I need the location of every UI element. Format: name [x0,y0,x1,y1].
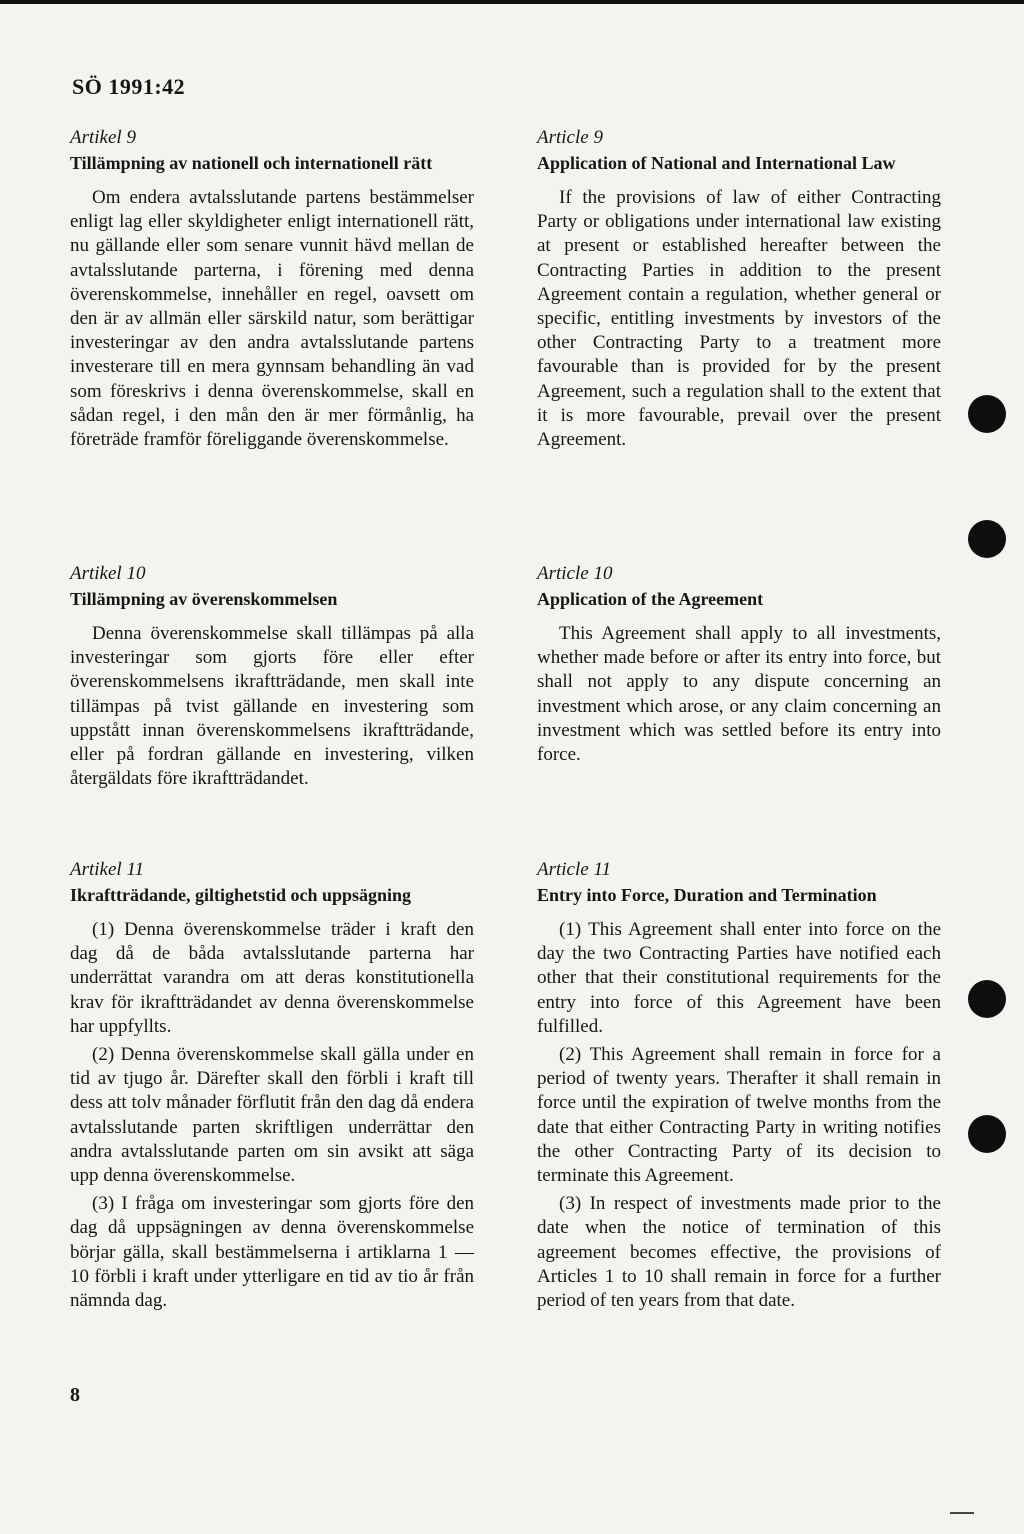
article-label: Article 10 [537,563,613,584]
punch-hole [968,520,1006,558]
article-paragraph: If the provisions of law of either Contracting Party or obligations under international law existing at present or established hereafter between the Contracting Parties in addition to the present Agreement contain a regulation, whether general or specific, entitling investments by investors of the other Contracting Party to a treatment more favourable than is provided for by the present Agreement, such a regulation shall to the extent that it is more favourable, prevail over the present Agreement. [537,187,941,451]
article-label: Article 11 [537,859,612,880]
article-label: Article 9 [537,127,603,148]
article-title: Application of National and International Law [537,153,896,173]
article-paragraph: Denna överenskommelse skall tillämpas på alla investeringar som gjorts före eller efter överenskommelsens ikraftträdande, men skall inte tillämpas på tvist gällande en investering som uppstått innan överenskommelsens ikraftträdande, eller på fordran gällande en investering, vilken återgäldats före ikraftträdandet. [70,623,474,790]
article-paragraph: (1) Denna överenskommelse träder i kraft den dag då de båda avtalsslutande parterna har underrättat varandra om att deras konstitutionella krav för ikraftträdandet av denna överenskommelse har uppfyllts. [70,919,474,1037]
article-9 [537,126,941,456]
punch-hole [968,980,1006,1018]
article-title: Application of the Agreement [537,589,764,609]
article-label: Artikel 9 [70,127,136,148]
article-paragraph: This Agreement shall apply to all investments, whether made before or after its entry into force, but shall not apply to any dispute concerning an investment which arose, or any claim concerning an investment which was settled before its entry into force. [537,623,941,766]
article-label: Artikel 10 [70,563,146,584]
punch-hole [968,1115,1006,1153]
article-label: Artikel 11 [70,859,145,880]
article-10 [537,562,941,771]
page-number: 8 [70,1384,80,1406]
top-rule [0,0,1024,4]
artikel-10 [70,562,474,795]
article-paragraph: (2) This Agreement shall remain in force for a period of twenty years. Therafter it shall remain in force until the expiration of twelve months from the date that either Contracting Party in writing notifies the other Contracting Party of its decision to terminate this Agreement. [537,1044,941,1187]
article-paragraph: Om endera avtalsslutande partens bestämmelser enligt lag eller skyldigheter enligt internationell rätt, nu gällande eller som senare vunnit hävd mellan de avtalsslutande parterna, i förening med denna överenskommelse, innehåller en regel, oavsett om den är av allmän eller särskild natur, som berättigar investeringar av den andra avtalsslutande partens investerare till en mera gynnsam behandling än vad som föreskrivs i denna överenskommelse, skall en sådan regel, i den mån den är mer förmånlig, ha företräde framför föreliggande överenskommelse. [70,187,474,451]
footer-dash [950,1512,974,1514]
artikel-11 [70,858,474,1317]
document-reference: SÖ 1991:42 [72,74,186,99]
article-title: Ikraftträdande, giltighetstid och uppsägning [70,885,412,905]
article-paragraph: (2) Denna överenskommelse skall gälla under en tid av tjugo år. Därefter skall den förbli i kraft till dess att tolv månader förflutit från den dag då endera avtalsslutande parten skriftligen underrättar den andra avtalsslutande parten om sin avsikt att säga upp denna överenskommelse. [70,1044,474,1187]
article-paragraph: (3) In respect of investments made prior to the date when the notice of termination of this agreement becomes effective, the provisions of Articles 1 to 10 shall remain in force for a further period of ten years from that date. [537,1193,941,1312]
article-title: Entry into Force, Duration and Termination [537,885,877,905]
article-11 [537,858,941,1317]
article-paragraph: (3) I fråga om investeringar som gjorts före den dag då uppsägningen av denna överenskommelse börjar gälla, skall bestämmelserna i artiklarna 1 — 10 förbli i kraft under ytterligare en tid av tio år från nämnda dag. [70,1193,474,1312]
punch-hole [968,395,1006,433]
article-title: Tillämpning av nationell och internationell rätt [70,153,433,173]
article-title: Tillämpning av överenskommelsen [70,589,338,609]
artikel-9 [70,126,474,456]
article-paragraph: (1) This Agreement shall enter into force on the day the two Contracting Parties have notified each other that their constitutional requirements for the entry into force of this Agreement have been fulfilled. [537,919,941,1037]
